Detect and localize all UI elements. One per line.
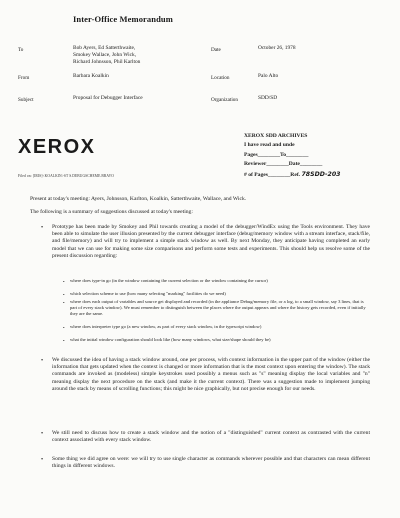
bullet-icon: • (41, 225, 44, 231)
memo-title: Inter-Office Memorandum (73, 14, 173, 24)
sub-item: which selection scheme to use (how many selecting "marking" facilities do we need) (70, 291, 226, 296)
bullet-icon: • (41, 457, 44, 463)
xerox-logo: XEROX (18, 136, 96, 158)
to-line: Richard Johnsson, Phil Karlton (73, 59, 141, 65)
paragraph-agreements: Some thing we did agree on were: we will try to use single character as commands wherever possible and that characters can mean different things in different windows. (52, 456, 370, 470)
stamp-line: Pages________To________ (244, 151, 309, 158)
stamp-ref-handwritten: 78SDD-203 (301, 170, 341, 178)
stamp-pages-label: # of Pages________Ref. (244, 171, 301, 178)
paragraph-prototype: Prototype has been made by Smokey and Phil towards creating a model of the debugger/WindEx using the Tools environment. They have been able to simulate the user illusion presented by the current debugger interface (debug/memory window with a stream interface, stack/file, and file/memory) and will try to implement a simple stack window as well. By next Monday, they anticipate having completed an early model that we can use for making some size comparisons and perform some tests and experiments. This should help us resolve some of the present discussion regarding: (52, 224, 370, 259)
subject-label: Subject (18, 97, 34, 103)
memo-organization: SDD/SD (258, 95, 278, 101)
sub-bullet-icon: • (63, 325, 65, 330)
location-label: Location (211, 75, 230, 81)
memo-date: October 26, 1978 (258, 45, 296, 51)
stamp-line: I have read and unde (244, 142, 295, 149)
paragraph-create-stack: We still need to discuss how to create a stack window and the notion of a "distinguished" current context as contrasted with the current context associated with every stack window. (52, 430, 370, 444)
to-line: Bob Ayers, Ed Satterthwaite, (73, 45, 136, 51)
stamp-line: Reviewer________Date________ (244, 161, 323, 168)
organization-label: Organization (211, 97, 238, 103)
memo-subject: Proposal for Debugger Interface (73, 95, 143, 101)
filed-on-line: Filed on: [IRIS]<KOALKIN>ST S.DEBUGSCHEME.BRAVO (18, 174, 114, 178)
from-label: From (18, 75, 30, 81)
bullet-icon: • (41, 358, 44, 364)
sub-bullet-icon: • (63, 300, 65, 305)
date-label: Date (211, 47, 221, 53)
sub-item: what the initial window configuration should look like (how many windows, what size/shape should they be) (70, 337, 271, 342)
sub-item: where does type-in go (in the window containing the current selection or the window containing the cursor) (70, 278, 268, 283)
sub-bullet-icon: • (63, 279, 65, 284)
sub-item: where does interpreter type go (a new window, as part of every stack window, in the typescript window) (70, 324, 262, 329)
sub-bullet-icon: • (63, 338, 65, 343)
to-label: To (18, 47, 24, 53)
paragraph-stack-window: We discussed the idea of having a stack window around, one per process, with context information in the upper part of the window (either the information that gets updated when the context is changed or more information that is the most context upon entering the window). The stack commands are invoked as (modeless) simple keystrokes used possibly a menus such as "s" meaning display the local variables and "n" meaning display the next procedure on the stack (and make it the current context). There was a suggestion made to implement jumping around the stack by means of scrolling functions; this might be nice graphically, but not precise enough for our needs. (52, 357, 370, 392)
stamp-line: XEROX SDD ARCHIVES (244, 133, 308, 139)
to-recipients (73, 45, 140, 66)
sub-bullet-icon: • (63, 292, 65, 297)
archive-stamp (244, 132, 394, 180)
present-line: Present at today's meeting: Ayers, Johnsson, Karlton, Koalkin, Satterthwaite, Wallace, and Wick. (30, 196, 247, 202)
to-line: Smokey Wallace, John Wick, (73, 52, 137, 58)
stamp-line (244, 170, 394, 180)
bullet-icon: • (41, 431, 44, 437)
summary-line: The following is a summary of suggestions discussed at today's meeting: (30, 209, 193, 215)
sub-item: where does each output of variables and source get displayed and recorded (in the appliance Debug/memory file, or a log, to a small window, say 3 lines, that is part of every stack window). We must remember to distinguish between the places where the output appears and where the history gets recorded, even if initially they are the same. (70, 299, 366, 316)
memo-location: Palo Alto (258, 73, 279, 79)
memo-from: Barbara Koalkin (73, 73, 109, 79)
